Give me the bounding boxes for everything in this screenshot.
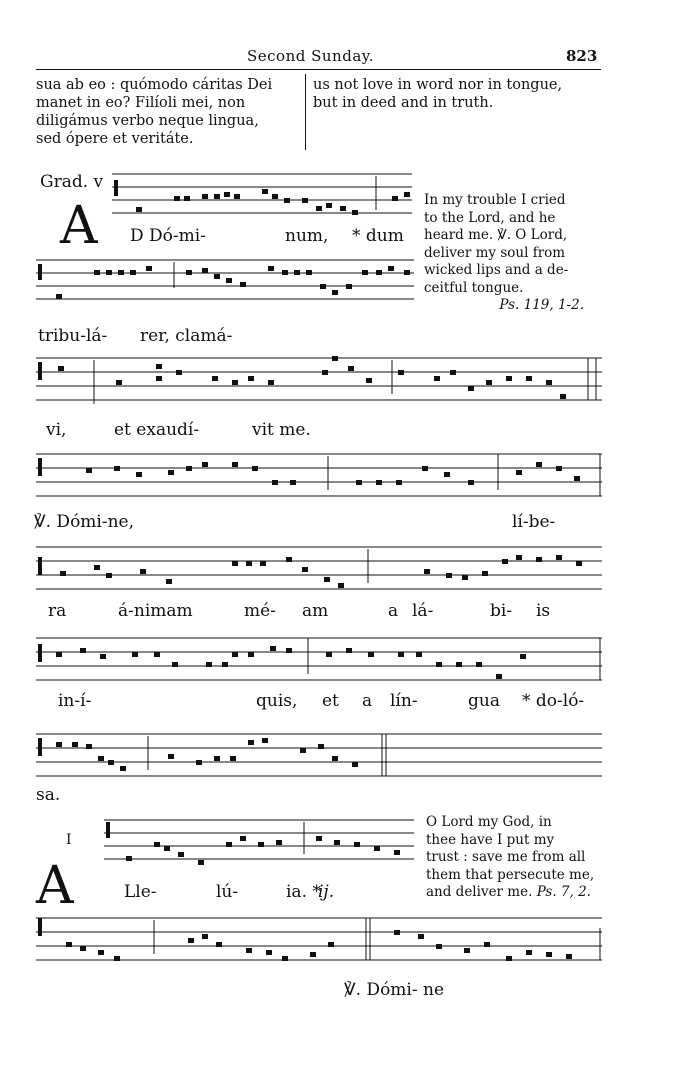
gradual-lyric: rer, clamá- [140,326,233,346]
alleluia-translation [426,814,602,902]
text-line: sua ab eo : quómodo cáritas Dei [36,77,273,93]
gradual-label [40,172,103,192]
staff-gradual-5 [36,543,602,599]
gradual-lyric: ra [48,601,67,621]
header-rule [36,69,601,70]
gradual-lyric: quis, [256,691,298,711]
text-line: diligámus verbo neque lingua, [36,113,259,129]
alleluia-mode: I [66,832,72,848]
gradual-lyric: mé- [244,601,276,621]
staff-gradual-6 [36,634,602,690]
text-line [426,884,602,902]
gradual-lyric: gua [468,691,500,711]
text-line: to the Lord, and he [424,209,556,226]
gradual-lyric: vi, [46,420,67,440]
gradual-lyric: et exaudí- [114,420,200,440]
text-line: sed ópere et veritáte. [36,131,194,147]
text-line: thee have I put my [426,831,555,848]
gradual-lyric: tribu-lá- [38,326,108,346]
gradual-incipit-2: num, [285,226,329,246]
psalm-reference: Ps. 7, 2. [536,884,591,900]
psalm-reference: Ps. 119, 1-2. [499,297,584,313]
gradual-lyric: lí-be- [512,512,556,532]
text-line: and deliver me. [426,884,533,900]
text-line: heard me. ℣. O Lord, [424,227,568,243]
gradual-lyric: et [322,691,339,711]
staff-gradual-3 [36,354,602,414]
staff-gradual-2 [36,258,414,312]
gradual-incipit-1: D Dó-mi- [130,226,206,246]
alleluia-verse-start: ℣. Dómi- ne [344,980,445,1000]
gradual-lyric: a [362,691,373,711]
gradual-initial: A [60,196,98,256]
gradual-label-text: Grad. [40,172,89,192]
gradual-verse-start: ℣. Dómi-ne, [34,512,135,532]
gradual-lyric: * do-ló- [522,691,585,711]
text-line: ceitful tongue. [424,279,524,296]
gradual-lyric: bi- [490,601,513,621]
gradual-mode: v [93,172,104,192]
text-line: wicked lips and a de- [424,262,569,278]
gradual-lyric: á-nimam [118,601,193,621]
intro-english [313,76,603,112]
staff-alleluia-1 [104,818,414,868]
gradual-lyric: lá- [412,601,434,621]
alleluia-incipit-3: ia. * [286,882,321,902]
gradual-incipit-3: * dum [352,226,404,246]
alleluia-incipit-2: lú- [216,882,239,902]
column-divider [305,74,306,150]
text-line: O Lord my God, in [426,814,552,830]
text-line: but in deed and in truth. [313,95,494,111]
page-number: 823 [566,47,598,65]
gradual-lyric: lín- [390,691,418,711]
gradual-lyric: is [536,601,551,621]
text-line: us not love in word nor in tongue, [313,77,563,93]
staff-gradual-7 [36,730,602,786]
staff-gradual-1 [112,172,412,222]
gradual-lyric: vit me. [252,420,311,440]
gradual-lyric: sa. [36,785,61,805]
staff-gradual-4 [36,450,602,506]
intro-latin [36,76,298,148]
text-line: trust : save me from all [426,849,586,865]
gradual-lyric: am [302,601,329,621]
gradual-lyric: a [388,601,399,621]
gradual-lyric: in-í- [58,691,92,711]
gradual-translation [424,192,600,315]
alleluia-initial: A [36,856,74,916]
text-line: In my trouble I cried [424,192,566,208]
running-head: Second Sunday. [247,47,375,65]
alleluia-incipit-4: ij. [318,882,335,902]
staff-alleluia-2 [36,914,602,970]
text-line: deliver my soul from [424,244,566,261]
alleluia-incipit-1: Lle- [124,882,157,902]
text-line: manet in eo? Filíoli mei, non [36,95,246,111]
text-line: them that persecute me, [426,866,595,883]
